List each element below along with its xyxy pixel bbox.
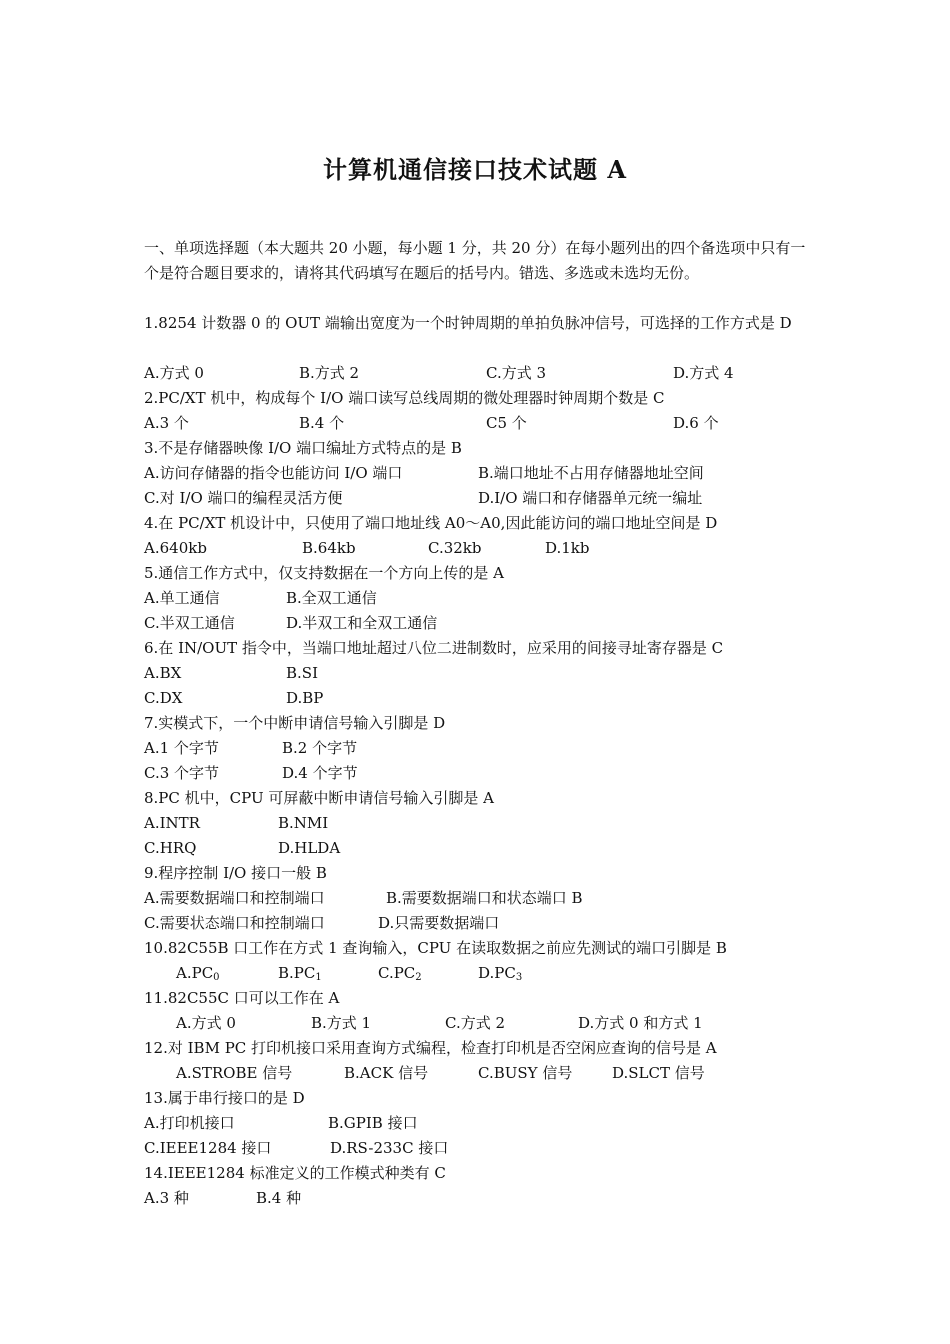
option-b: B.方式 2 bbox=[299, 364, 360, 382]
option-a: A.1 个字节 bbox=[144, 739, 219, 757]
option-a: A.访问存储器的指令也能访问 I/O 端口 bbox=[144, 464, 403, 482]
question-7-stem: 7.实模式下，一个中断申请信号输入引脚是 D bbox=[144, 714, 446, 732]
option-b: B.4 个 bbox=[299, 414, 345, 432]
option-b: B.GPIB 接口 bbox=[328, 1114, 418, 1132]
option-d: D.HLDA bbox=[278, 839, 341, 857]
option-b: B.端口地址不占用存储器地址空间 bbox=[478, 464, 704, 482]
option-d: D.只需要数据端口 bbox=[378, 914, 500, 932]
option-b: B.全双工通信 bbox=[286, 589, 377, 607]
option-b: B.ACK 信号 bbox=[344, 1064, 429, 1082]
option-b: B.64kb bbox=[302, 539, 356, 557]
option-b: B.需要数据端口和状态端口 B bbox=[386, 889, 583, 907]
question-3-stem: 3.不是存储器映像 I/O 端口编址方式特点的是 B bbox=[144, 439, 462, 457]
question-5-stem: 5.通信工作方式中，仅支持数据在一个方向上传的是 A bbox=[144, 564, 504, 582]
option-a: A.单工通信 bbox=[144, 589, 220, 607]
option-a: A.BX bbox=[144, 664, 182, 682]
option-d: D.方式 0 和方式 1 bbox=[578, 1014, 703, 1032]
question-12-stem: 12.对 IBM PC 打印机接口采用查询方式编程，检查打印机是否空闲应查询的信号是 A bbox=[144, 1039, 717, 1057]
option-a: $A.PC_0$ bbox=[176, 964, 220, 983]
option-d: D.I/O 端口和存储器单元统一编址 bbox=[478, 489, 703, 507]
option-c: C.对 I/O 端口的编程灵活方便 bbox=[144, 489, 343, 507]
option-d: D.4 个字节 bbox=[282, 764, 358, 782]
section-intro: 一、单项选择题（本大题共 20 小题，每小题 1 分，共 20 分）在每小题列出的四个备选项中只有一个是符合题目要求的，请将其代码填写在题后的括号内。错选、多选或未选均无份。 bbox=[144, 239, 806, 282]
option-a: A.640kb bbox=[144, 539, 207, 557]
option-c: C.方式 3 bbox=[486, 364, 547, 382]
option-b: B.4 种 bbox=[256, 1189, 302, 1207]
option-d: $D.PC_3$ bbox=[478, 964, 523, 983]
option-a: A.需要数据端口和控制端口 bbox=[144, 889, 325, 907]
option-b: B.NMI bbox=[278, 814, 329, 832]
question-1-stem: 1.8254 计数器 0 的 OUT 端输出宽度为一个时钟周期的单拍负脉冲信号，可选择的工作方式是 D bbox=[144, 314, 792, 332]
option-c: C.DX bbox=[144, 689, 183, 707]
option-a: A.方式 0 bbox=[176, 1014, 236, 1032]
option-a: A.打印机接口 bbox=[144, 1114, 235, 1132]
option-c: C.半双工通信 bbox=[144, 614, 235, 632]
option-c: C.BUSY 信号 bbox=[478, 1064, 573, 1082]
option-c: $C.PC_2$ bbox=[378, 964, 422, 983]
question-11-stem: 11.82C55C 口可以工作在 A bbox=[144, 989, 340, 1007]
option-c: C.HRQ bbox=[144, 839, 197, 857]
question-14-stem: 14.IEEE1284 标准定义的工作模式种类有 C bbox=[144, 1164, 446, 1182]
option-d: D.6 个 bbox=[673, 414, 719, 432]
option-d: D.半双工和全双工通信 bbox=[286, 614, 438, 632]
option-d: D.SLCT 信号 bbox=[612, 1064, 705, 1082]
option-a: A.3 种 bbox=[144, 1189, 189, 1207]
option-d: D.BP bbox=[286, 689, 324, 707]
option-c: C.32kb bbox=[428, 539, 482, 557]
option-a: A.INTR bbox=[144, 814, 200, 832]
option-c: C.IEEE1284 接口 bbox=[144, 1139, 272, 1157]
option-a: A.STROBE 信号 bbox=[176, 1064, 293, 1082]
option-d: D.方式 4 bbox=[673, 364, 734, 382]
option-c: C.3 个字节 bbox=[144, 764, 220, 782]
option-c: C.方式 2 bbox=[445, 1014, 506, 1032]
option-d: D.1kb bbox=[545, 539, 590, 557]
option-c: C5 个 bbox=[486, 414, 527, 432]
option-c: C.需要状态端口和控制端口 bbox=[144, 914, 325, 932]
option-b: B.方式 1 bbox=[311, 1014, 372, 1032]
option-a: A.方式 0 bbox=[144, 364, 204, 382]
question-6-stem: 6.在 IN/OUT 指令中，当端口地址超过八位二进制数时，应采用的间接寻址寄存器是 C bbox=[144, 639, 724, 657]
question-9-stem: 9.程序控制 I/O 接口一般 B bbox=[144, 864, 327, 882]
option-b: B.SI bbox=[286, 664, 318, 682]
question-8-stem: 8.PC 机中，CPU 可屏蔽中断申请信号输入引脚是 A bbox=[144, 789, 494, 807]
question-2-stem: 2.PC/XT 机中，构成每个 I/O 端口读写总线周期的微处理器时钟周期个数是 C bbox=[144, 389, 665, 407]
option-d: D.RS-233C 接口 bbox=[330, 1139, 449, 1157]
option-b: B.2 个字节 bbox=[282, 739, 358, 757]
option-b: $B.PC_1$ bbox=[278, 964, 322, 983]
document-title: 计算机通信接口技术试题 A bbox=[323, 155, 627, 184]
question-13-stem: 13.属于串行接口的是 D bbox=[144, 1089, 305, 1107]
option-a: A.3 个 bbox=[144, 414, 189, 432]
question-10-stem: 10.82C55B 口工作在方式 1 查询输入，CPU 在读取数据之前应先测试的端口引脚是 B bbox=[144, 939, 727, 957]
question-4-stem: 4.在 PC/XT 机设计中，只使用了端口地址线 A0～A0,因此能访问的端口地址空间是 D bbox=[144, 514, 718, 532]
